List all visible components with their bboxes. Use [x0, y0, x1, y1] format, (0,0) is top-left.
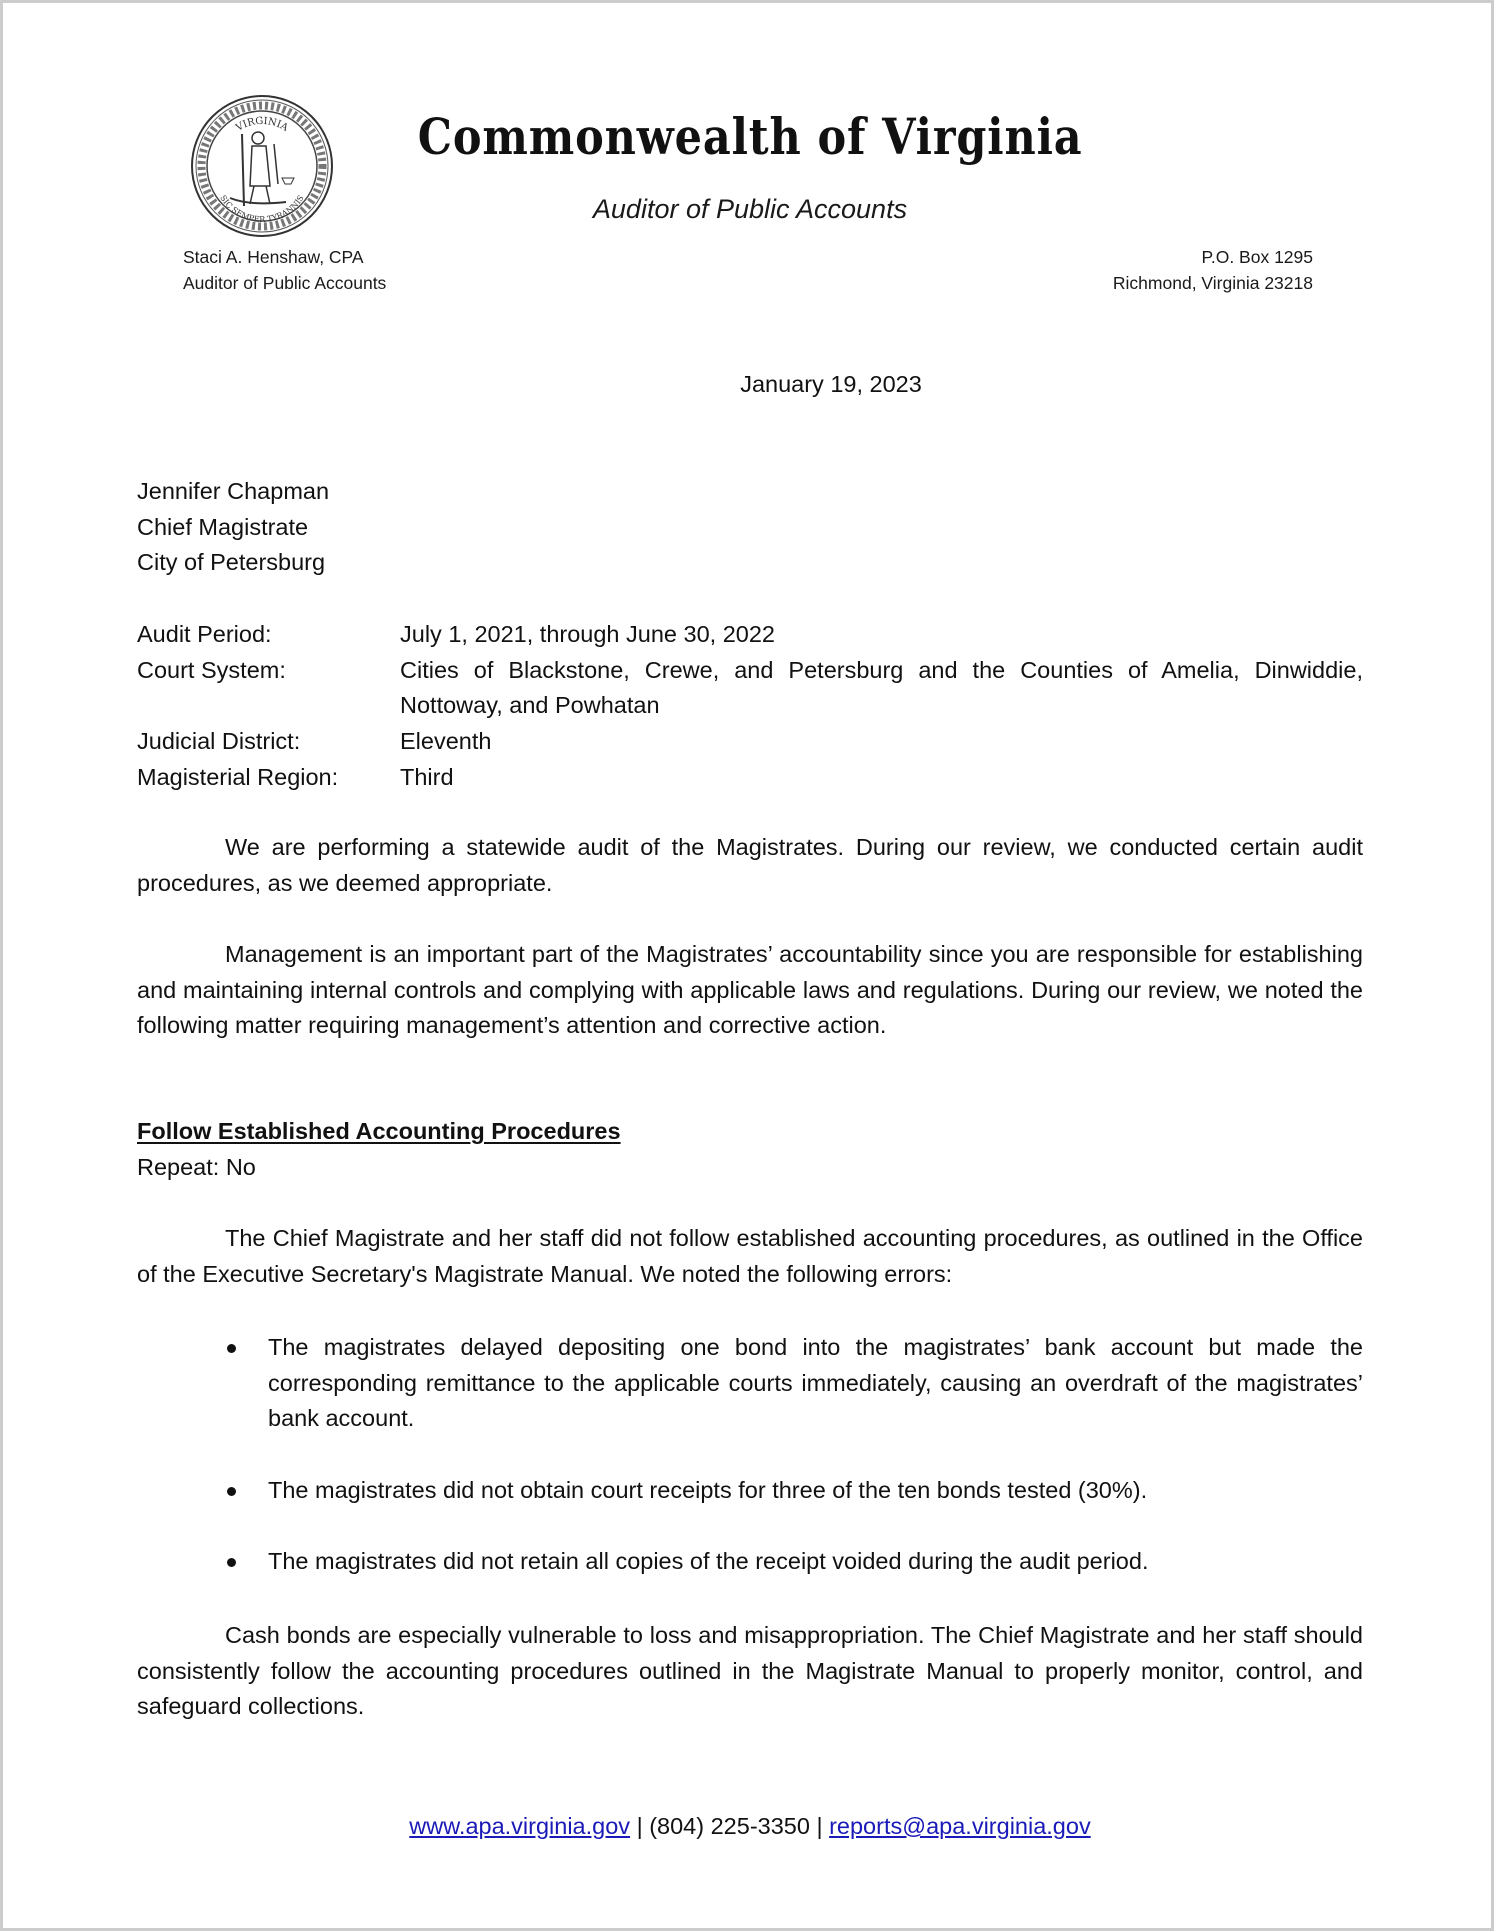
recipient-name: Jennifer Chapman	[137, 478, 330, 504]
letterhead-title: Commonwealth of Virginia	[417, 107, 1083, 166]
audit-info-label: Audit Period:	[137, 621, 272, 647]
recipient-locality: City of Petersburg	[137, 549, 326, 576]
sender-title: Auditor of Public Accounts	[183, 273, 387, 293]
audit-info-value: July 1, 2021, through June 30, 2022	[400, 621, 775, 647]
audit-info-row	[137, 653, 1363, 724]
error-list-item: The magistrates delayed depositing one bond into the magistrates’ bank account but made the corresponding remittance to the applicable courts immediately, causing an overdraft of the magistrates’ bank account.	[137, 1330, 1363, 1437]
svg-text:VIRGINIA: VIRGINIA	[234, 115, 290, 134]
audit-info-row	[137, 724, 1363, 760]
error-list-item: The magistrates did not retain all copies of the receipt voided during the audit period.	[137, 1544, 1363, 1580]
recipient-block	[137, 474, 329, 581]
management-paragraph: Management is an important part of the Magistrates’ accountability since you are responsible for establishing and maintaining internal controls and complying with applicable laws and regulations. During our review, we noted the following matter requiring management’s attention and corrective action.	[137, 941, 1363, 1039]
finding-heading: Follow Established Accounting Procedures	[137, 1118, 621, 1144]
audit-info-label: Judicial District:	[137, 728, 301, 755]
footer-separator: |	[809, 1813, 830, 1839]
error-list	[137, 1330, 1363, 1616]
address-line-1: P.O. Box 1295	[1201, 247, 1313, 267]
audit-info-value: Cities of Blackstone, Crewe, and Petersburg and the Counties of Amelia, Dinwiddie, Nottoway, and Powhatan	[400, 656, 1363, 719]
audit-info-row	[137, 617, 1363, 653]
website-link[interactable]: www.apa.virginia.gov	[409, 1813, 631, 1839]
svg-text:SIC SEMPER TYRANNIS: SIC SEMPER TYRANNIS	[218, 193, 306, 225]
footer-contact	[3, 1809, 1494, 1845]
bullet-icon	[227, 1487, 236, 1496]
footer-separator: |	[630, 1813, 650, 1839]
bullet-icon	[227, 1344, 236, 1353]
letter-date: January 19, 2023	[740, 371, 922, 397]
finding-description: The Chief Magistrate and her staff did not follow established accounting procedures, as outlined in the Office of the Executive Secretary's Magistrate Manual. We noted the following errors:	[137, 1225, 1363, 1287]
audit-info-value: Eleventh	[400, 728, 492, 755]
mailing-address	[1113, 244, 1313, 296]
audit-info-row	[137, 760, 1363, 796]
phone-number: (804) 225-3350	[649, 1813, 810, 1839]
audit-info-table	[137, 617, 1363, 796]
sender-name: Staci A. Henshaw, CPA	[183, 247, 364, 267]
finding-repeat-status: Repeat: No	[137, 1154, 256, 1180]
email-link[interactable]: reports@apa.virginia.gov	[829, 1813, 1091, 1839]
sender-block	[183, 244, 386, 296]
audit-info-value: Third	[400, 763, 454, 790]
recipient-title: Chief Magistrate	[137, 513, 309, 540]
letterhead-subtitle: Auditor of Public Accounts	[592, 194, 908, 224]
error-list-item: The magistrates did not obtain court receipts for three of the ten bonds tested (30%).	[137, 1473, 1363, 1509]
address-line-2: Richmond, Virginia 23218	[1112, 273, 1313, 293]
audit-info-label: Court System:	[137, 656, 286, 683]
bullet-icon	[227, 1558, 236, 1567]
audit-info-label: Magisterial Region:	[137, 763, 339, 790]
intro-paragraph: We are performing a statewide audit of the Magistrates. During our review, we conducted certain audit procedures, as we deemed appropriate.	[137, 834, 1363, 896]
recommendation-paragraph: Cash bonds are especially vulnerable to loss and misappropriation. The Chief Magistrate and her staff should consistently follow the accounting procedures outlined in the Magistrate Manual to properly monitor, control, and safeguard collections.	[137, 1622, 1363, 1720]
